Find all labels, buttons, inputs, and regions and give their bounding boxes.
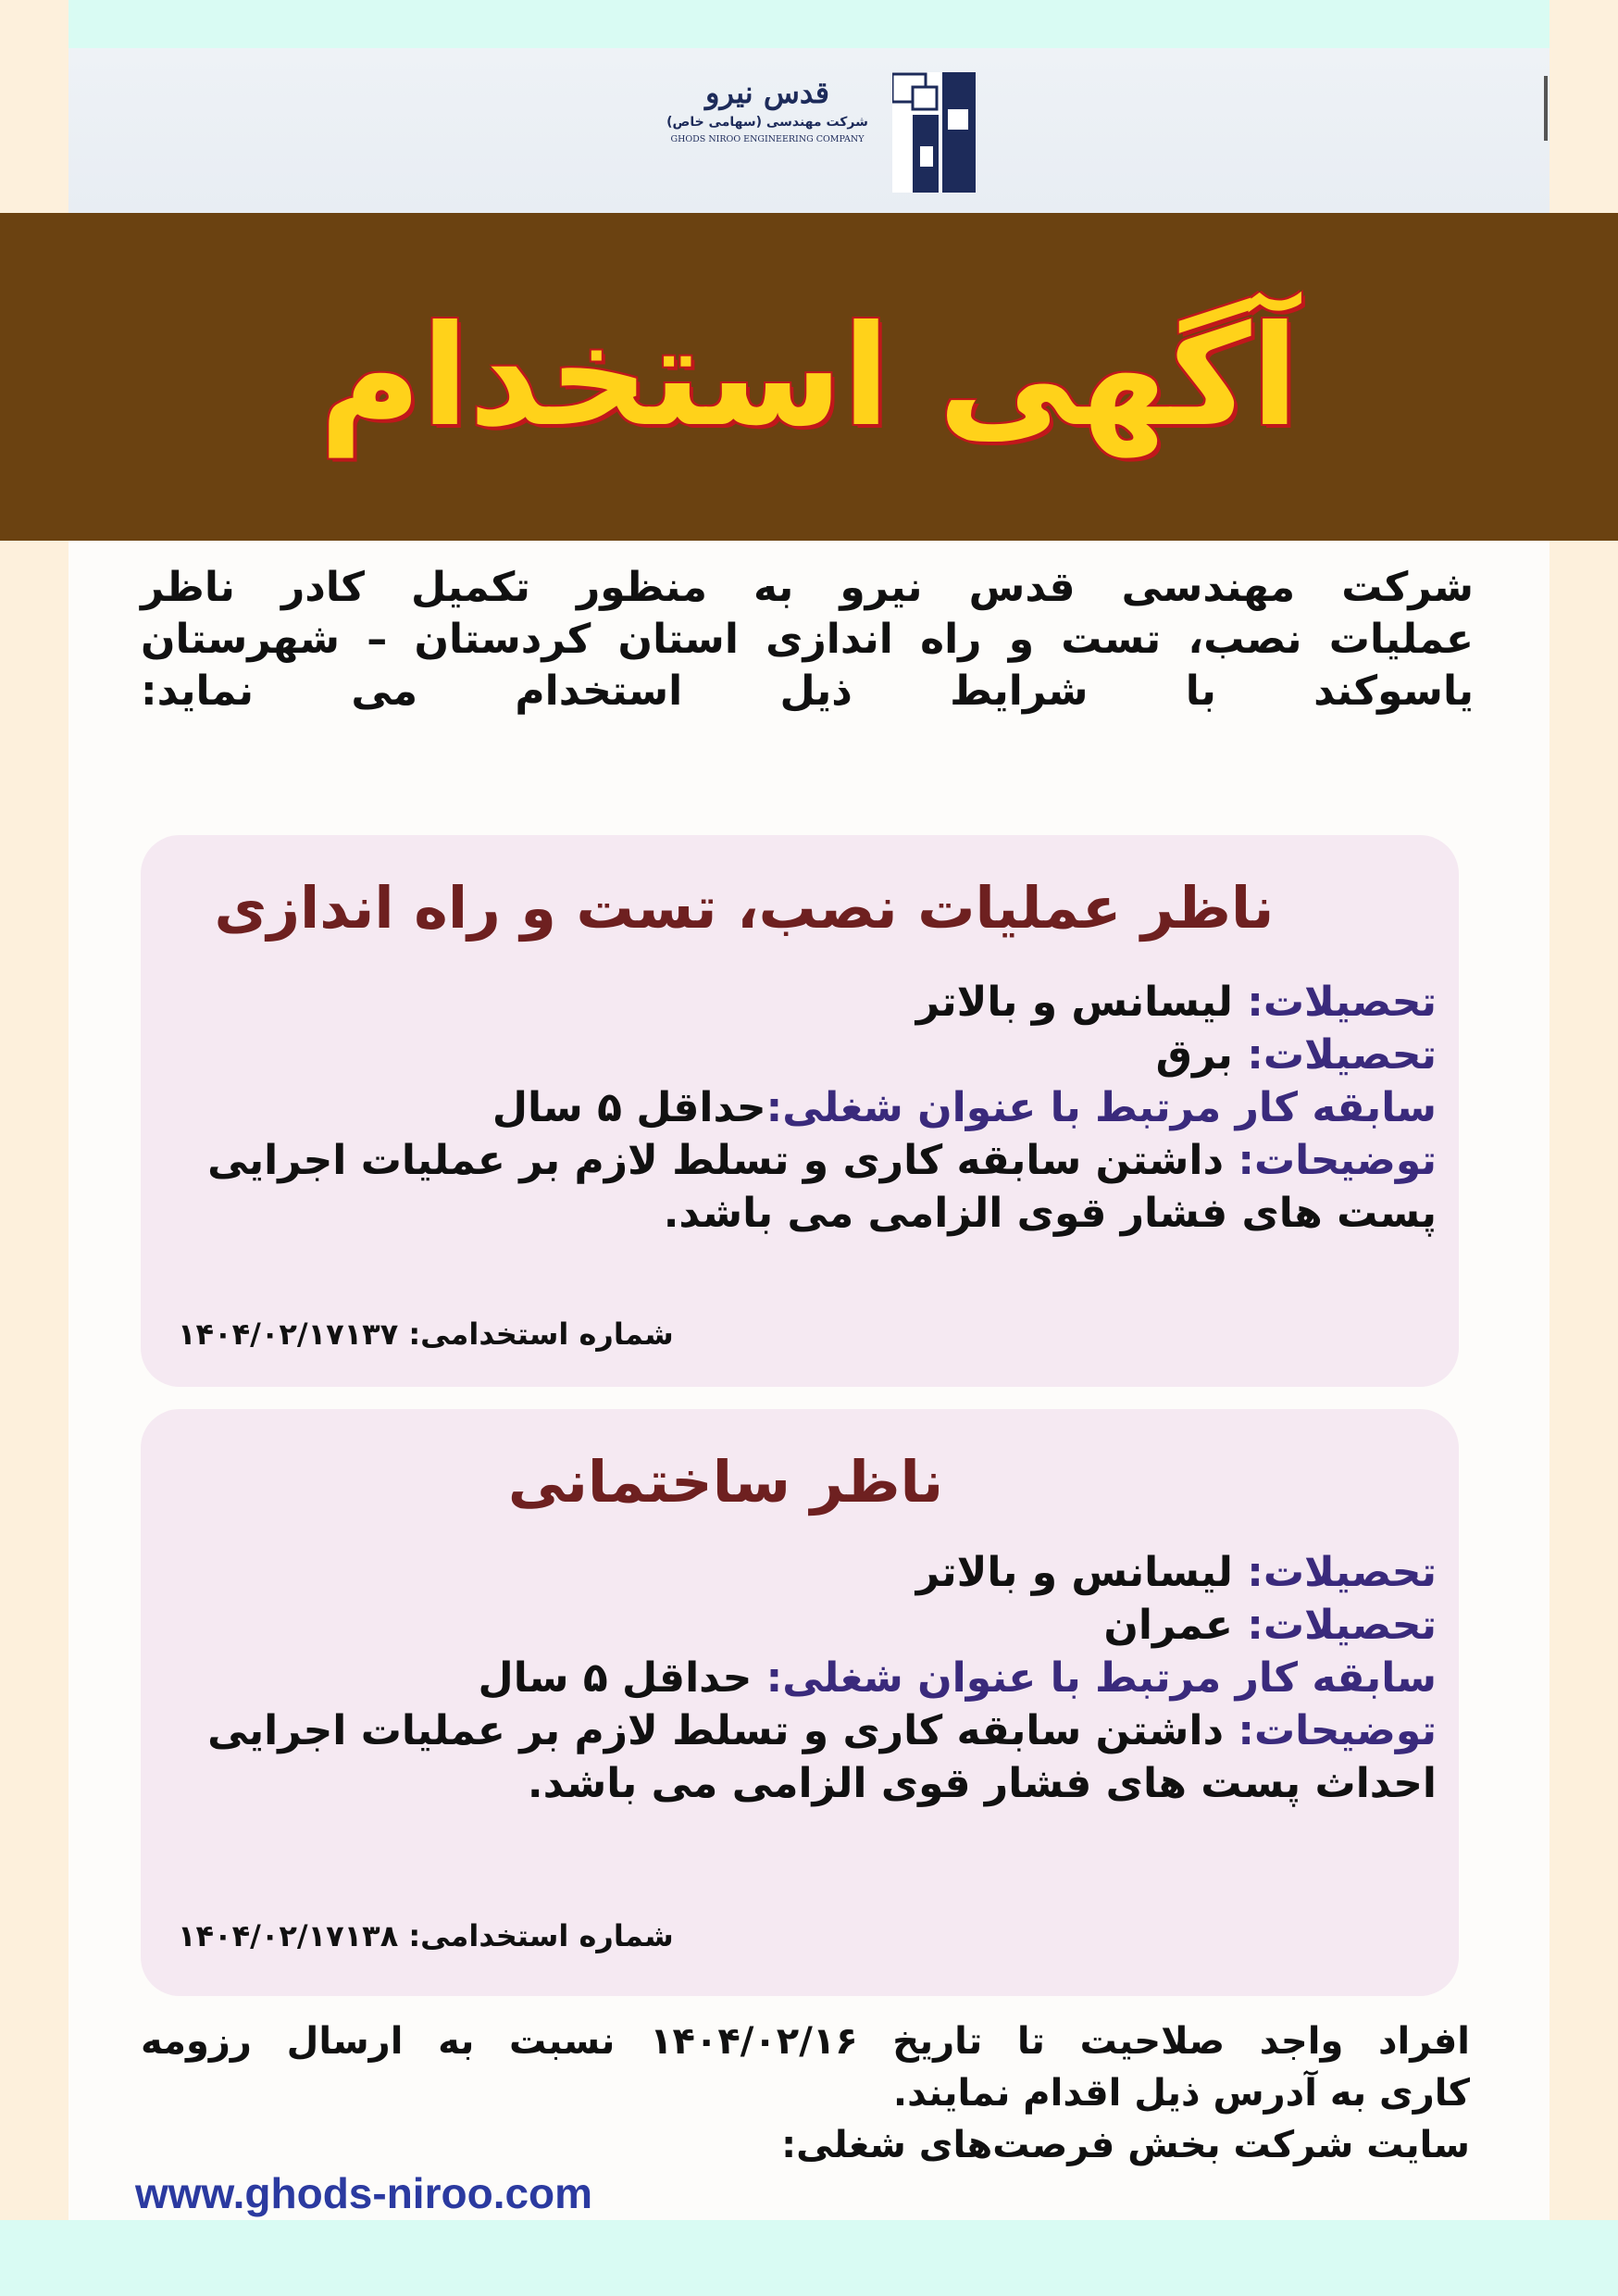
intro-line: یاسوکند با شرایط ذیل استخدام می نماید:: [141, 668, 1474, 715]
registration-label: شماره استخدامی:: [408, 1316, 674, 1352]
registration-label: شماره استخدامی:: [408, 1918, 674, 1953]
intro-line: عملیات نصب، تست و راه اندازی استان کردستان – شهرستان: [141, 616, 1474, 663]
header-edge-mark: [1544, 76, 1548, 141]
notes-label: توضیحات:: [1238, 1137, 1437, 1184]
notes-value: داشتن سابقه کاری و تسلط لازم بر عملیات اجرایی احداث پست های فشار قوی الزامی می باشد.: [207, 1707, 1437, 1807]
education-row: [196, 1546, 1437, 1599]
poster-sheet: [68, 48, 1550, 2220]
experience-row: [196, 1081, 1437, 1134]
registration-number: [178, 1918, 674, 1953]
job-title: ناظر ساختمانی: [507, 1448, 944, 1516]
notes-row: [196, 1134, 1437, 1240]
job-card-construction: [141, 1409, 1459, 1996]
logo-name: قدس نیرو: [705, 75, 829, 110]
field-value: عمران: [1103, 1602, 1233, 1649]
job-card-installation: [141, 835, 1459, 1387]
footer-line: کاری به آدرس ذیل اقدام نمایند.: [892, 2072, 1470, 2115]
page-title: آگهی استخدام: [319, 296, 1299, 457]
field-value: برق: [1155, 1031, 1233, 1079]
job-requirements: [196, 1546, 1437, 1810]
registration-value: ۱۴۰۴/۰۲/۱۷۱۳۸: [178, 1918, 399, 1953]
logo-subtitle: شرکت مهندسی (سهامی خاص): [666, 115, 868, 130]
registration-number: [178, 1316, 674, 1352]
top-band: [0, 0, 1618, 48]
notes-row: [196, 1704, 1437, 1810]
header: [68, 48, 1550, 215]
education-row: [196, 976, 1437, 1029]
intro-paragraph: [141, 562, 1474, 718]
footer-line: افراد واجد صلاحیت تا تاریخ ۱۴۰۴/۰۲/۱۶ نسبت به ارسال رزومه: [141, 2020, 1471, 2063]
field-label: تحصیلات:: [1247, 1602, 1437, 1649]
registration-value: ۱۴۰۴/۰۲/۱۷۱۳۷: [178, 1316, 399, 1352]
logo-text-block: [647, 72, 888, 148]
logo-english-name: GHODS NIROO ENGINEERING COMPANY: [670, 134, 865, 144]
intro-line: شرکت مهندسی قدس نیرو به منظور تکمیل کادر ناظر: [141, 564, 1474, 611]
experience-label: سابقه کار مرتبط با عنوان شغلی:: [765, 1084, 1437, 1131]
education-value: لیسانس و بالاتر: [915, 979, 1233, 1026]
company-logo-icon: [892, 72, 976, 193]
field-label: تحصیلات:: [1247, 1031, 1437, 1079]
bottom-band: [0, 2220, 1618, 2296]
field-row: [196, 1599, 1437, 1652]
footer-line: سایت شرکت بخش فرصت‌های شغلی:: [781, 2124, 1470, 2166]
application-instructions: [141, 2015, 1470, 2171]
experience-value: حداقل ۵ سال: [478, 1654, 753, 1702]
website-link[interactable]: www.ghods-niroo.com: [135, 2169, 593, 2217]
job-title: ناظر عملیات نصب، تست و راه اندازی: [214, 874, 1275, 942]
title-band: [0, 213, 1618, 541]
field-row: [196, 1029, 1437, 1081]
experience-label: سابقه کار مرتبط با عنوان شغلی:: [765, 1654, 1437, 1702]
job-requirements: [196, 976, 1437, 1240]
company-logo: [615, 72, 976, 193]
education-label: تحصیلات:: [1247, 979, 1437, 1026]
experience-row: [196, 1652, 1437, 1704]
experience-value: حداقل ۵ سال: [492, 1084, 766, 1131]
education-label: تحصیلات:: [1247, 1549, 1437, 1596]
notes-value: داشتن سابقه کاری و تسلط لازم بر عملیات اجرایی پست های فشار قوی الزامی می باشد.: [207, 1137, 1437, 1237]
education-value: لیسانس و بالاتر: [915, 1549, 1233, 1596]
notes-label: توضیحات:: [1238, 1707, 1437, 1754]
